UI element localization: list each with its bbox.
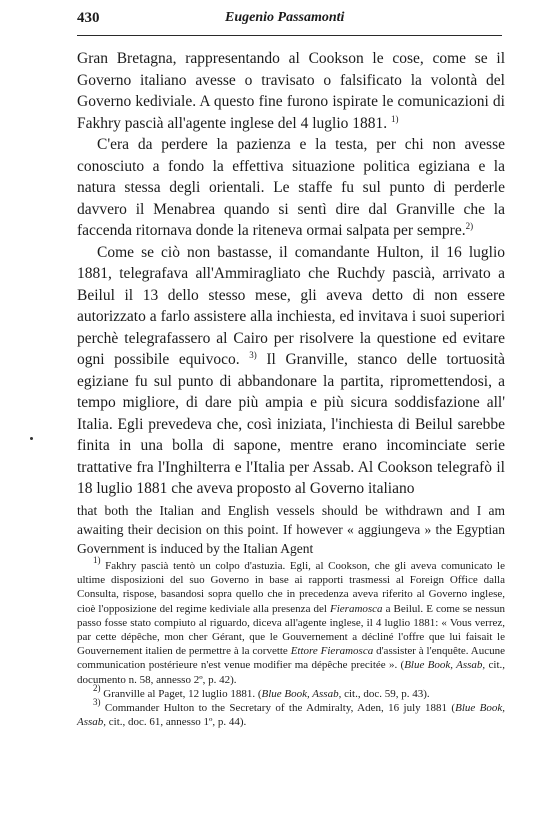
footnote-2 xyxy=(77,682,505,701)
running-head: Eugenio Passamonti xyxy=(225,10,345,25)
paragraph-3-text-b: Il Granville, stanco delle tortuosità egiziane fu sul punto di abbandonare la partita, ripromettendosi, a tempo migliore, di dare più ampia e più sicura soddisfazione all' Italia. Egli prevedeva che, così iniziata, l'inchiesta di Beilul sarebbe finita in una bolla di sapone, mentre erano incominciate serie trattative fra l'Inghilterra e l'Italia per Assab. Al Cookson telegrafò il 18 luglio 1881 che aveva proposto al Governo italiano xyxy=(77,351,505,497)
footnote-3-source: Blue Book, Assab, xyxy=(77,702,505,729)
footnote-2-text-b: cit., doc. 59, p. 43). xyxy=(344,687,430,700)
main-text xyxy=(77,48,505,558)
footnote-3-text-b: cit., doc. 61, annesso 1º, p. 44). xyxy=(108,716,247,729)
footnote-ref-2: 2) xyxy=(465,221,474,231)
page-header xyxy=(77,10,502,32)
english-quotation: that both the Italian and English vessels should be withdrawn and I am awaiting their decision on this point. If however « aggiungeva » the Egyptian Government is induced by the Italian Agent xyxy=(77,502,505,556)
footnote-1-text-a: Fakhry pascià tentò un colpo d'astuzia. Egli, al Cookson, che gli aveva comunicato le ultime disposizioni del suo Governo in base ai rapporti trasmessi al Foreign Office dalla Consulta, rispose, basandosi sopra quello che in precedenza aveva riferito al Governo inglese, cioè l'opposizione del regime kediviale alla presenza del xyxy=(77,560,505,615)
paragraph-3-text-a: Come se ciò non bastasse, il comandante Hulton, il 16 luglio 1881, telegrafava all'Ammiragliato che Ruchdy pascià, arrivato a Beilul il 13 dello stesso mese, gli aveva detto di non essere autorizzato a farlo assistere alla inchiesta, ed invitava i suoi superiori perchè telegrafassero al Cairo per risolvere la questione ed evitare ogni possibile equivoco. xyxy=(77,243,505,368)
paragraph-1-text: Gran Bretagna, rappresentando al Cookson le cose, come se il Governo italiano avesse o travisato o falsificato la volontà del Governo kediviale. A questo fine furono ispirate le comunicazioni di Fakhry pascià all'agente inglese del 4 luglio 1881. xyxy=(77,50,505,132)
footnote-1-ship-name: Fieramosca xyxy=(330,602,383,615)
footnote-3-marker: 3) xyxy=(93,697,101,708)
footnote-2-marker: 2) xyxy=(93,682,101,693)
footnotes xyxy=(77,555,506,729)
paragraph-1 xyxy=(77,48,505,134)
paragraph-3 xyxy=(77,242,505,500)
footnote-3 xyxy=(77,697,505,729)
footnote-1-text-d: cit., documento n. 58, annesso 2º, p. 42). xyxy=(77,659,506,686)
footnote-1-text-b: a Beilul. E come se nessun passo fosse stato compiuto al riguardo, diceva all'agente inglese, il 4 luglio 1881: « Vous verrez, par cette dépêche, mon cher Gérant, que le Gouvernement a décliné l'offre que lui faisait le Gouvernement italien de permettre à la corvette xyxy=(77,602,506,658)
footnote-ref-1: 1) xyxy=(391,113,399,124)
footnote-1-ship-name-2: Ettore Fieramosca xyxy=(290,645,374,658)
footnote-3-text-a: Commander Hulton to the Secretary of the Admiralty, Aden, 16 july 1881 ( xyxy=(104,702,456,715)
footnote-2-text-a: Granville al Paget, 12 luglio 1881. ( xyxy=(103,687,262,700)
paragraph-2-text: C'era da perdere la pazienza e la testa, per chi non avesse conosciuto a fondo la effettiva situazione politica egiziana e la natura stessa degli orientali. Le staffe fu sul punto di perderle davvero il Menabrea quando si sentì dire dal Granville che la faccenda ritornava donde la riteneva ormai salpata per sempre. xyxy=(77,136,505,239)
footnote-2-source: Blue Book, Assab, xyxy=(261,687,342,700)
footnote-1 xyxy=(77,555,506,687)
page-number: 430 xyxy=(77,10,100,26)
footnote-ref-3: 3) xyxy=(249,350,257,360)
paragraph-2 xyxy=(77,134,505,242)
footnote-1-text-c: d'assister à l'enquête. Aucune communication postérieure n'est venue modifier ma dépêche precitée ». ( xyxy=(77,645,506,672)
margin-speck xyxy=(30,437,33,440)
header-rule xyxy=(77,35,502,36)
footnote-1-marker: 1) xyxy=(93,555,101,565)
footnote-1-source: Blue Book, Assab, xyxy=(404,659,486,672)
